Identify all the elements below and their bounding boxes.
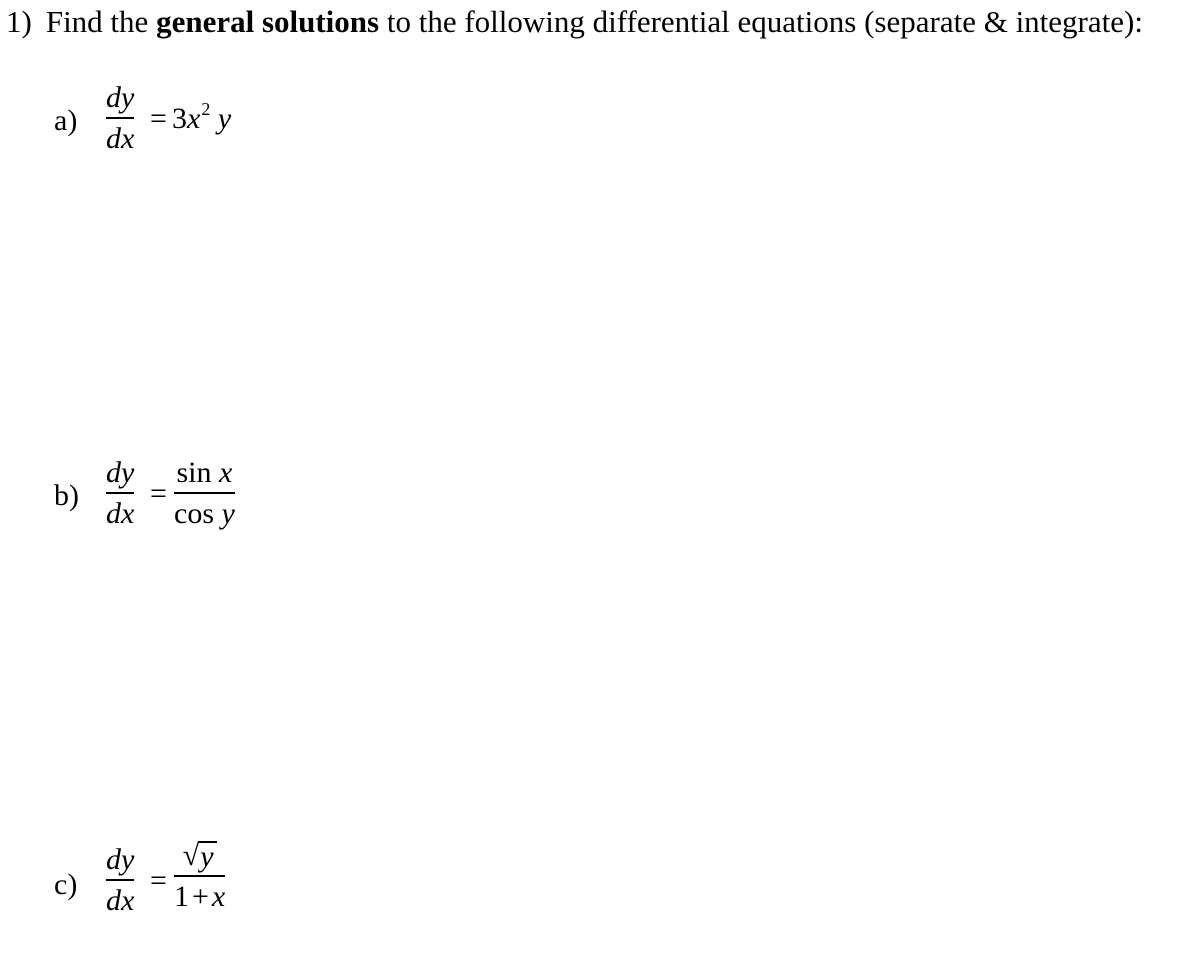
part-c-rhs-sqrt xyxy=(183,841,217,871)
part-a-rhs-y: y xyxy=(217,102,232,135)
part-a-rhs-x: x xyxy=(187,102,201,135)
part-b-lhs-fraction-bar xyxy=(106,492,134,494)
part-b-rhs-numerator-fn: sin xyxy=(176,456,212,489)
part-a-equals: = xyxy=(150,102,167,135)
square-root-icon: √ xyxy=(182,839,200,872)
part-a-rhs-coefficient: 3 xyxy=(172,102,187,135)
part-c-equals: = xyxy=(150,864,167,897)
question-text-before: Find the xyxy=(45,4,149,39)
part-c-rhs-numerator xyxy=(183,840,217,872)
part-b-rhs-fraction-bar xyxy=(174,492,235,494)
part-b-lhs-denominator: dx xyxy=(106,497,135,530)
question-text-after: to the following differential equations (separate & integrate): xyxy=(386,4,1143,39)
part-c-lhs-numerator: dy xyxy=(106,843,135,876)
part-b-rhs-denominator xyxy=(174,498,235,530)
part-b-rhs-fraction xyxy=(174,457,235,530)
part-c-lhs-fraction xyxy=(106,844,134,917)
part-a-lhs-numerator: dy xyxy=(106,81,135,114)
part-a-lhs-fraction-bar xyxy=(106,117,134,119)
question-prompt xyxy=(6,2,1143,42)
part-c-rhs-denominator-const: 1 xyxy=(174,880,189,913)
part-b-label: b) xyxy=(54,479,79,512)
part-a-label: a) xyxy=(54,104,78,137)
part-c-rhs-denominator-op: + xyxy=(192,880,209,913)
part-b-equals: = xyxy=(150,477,167,510)
part-c xyxy=(0,840,400,950)
part-b-rhs-denominator-var: y xyxy=(221,497,235,530)
part-c-label: c) xyxy=(54,868,78,901)
part-a xyxy=(0,80,400,190)
question-number: 1) xyxy=(6,4,32,39)
part-c-lhs-denominator: dx xyxy=(106,884,135,917)
part-b-rhs-denominator-fn: cos xyxy=(174,497,214,530)
part-b-lhs-numerator: dy xyxy=(106,456,135,489)
part-c-rhs-radicand: y xyxy=(198,841,216,871)
part-b-rhs-numerator xyxy=(176,457,232,489)
part-b-rhs-numerator-var: x xyxy=(219,456,233,489)
part-c-lhs-fraction-bar xyxy=(106,879,134,881)
part-c-rhs-denominator-var: x xyxy=(211,880,226,913)
part-c-rhs-fraction-bar xyxy=(174,875,225,877)
part-c-rhs-denominator xyxy=(174,881,225,913)
part-a-lhs-fraction xyxy=(106,82,134,155)
part-b xyxy=(0,455,400,565)
part-a-rhs xyxy=(172,99,232,137)
part-a-lhs-denominator: dx xyxy=(106,122,135,155)
part-a-rhs-exponent: 2 xyxy=(201,99,211,119)
part-b-lhs-fraction xyxy=(106,457,134,530)
part-c-rhs-fraction xyxy=(174,840,225,913)
question-bold-text: general solutions xyxy=(156,4,380,39)
